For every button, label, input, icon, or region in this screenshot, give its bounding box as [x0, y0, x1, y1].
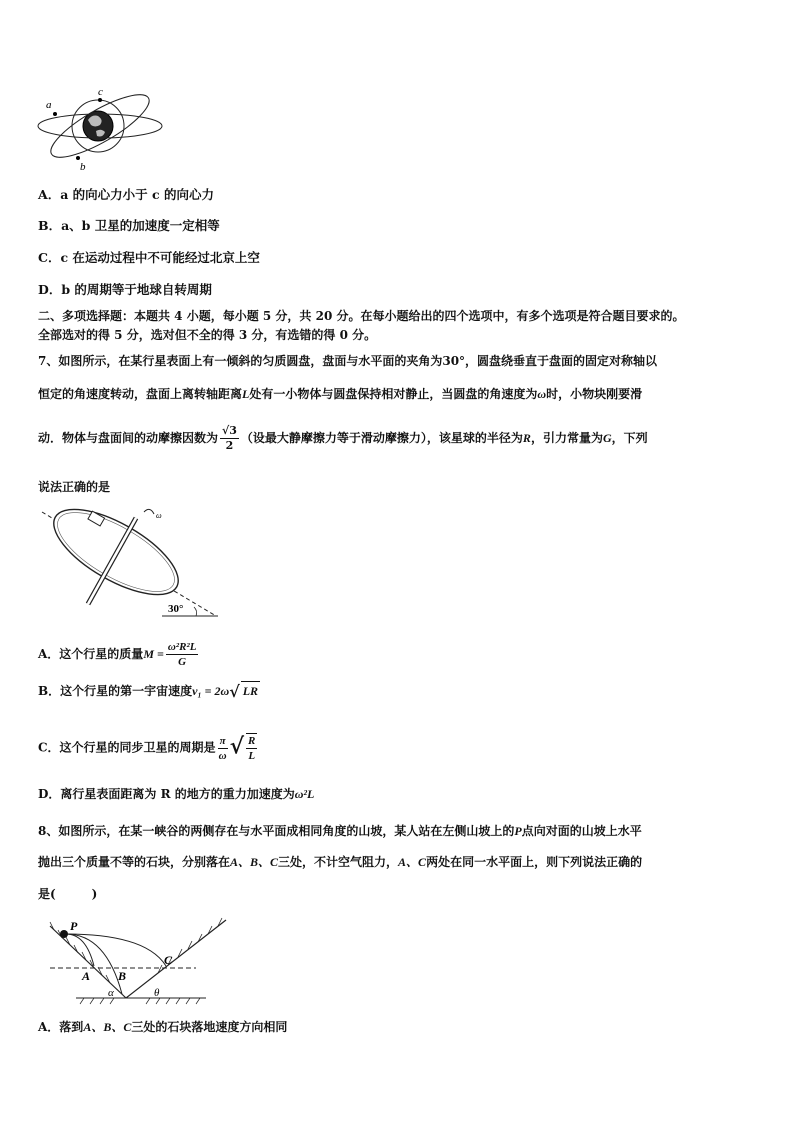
mu-fraction: $\frac{√3}{2}$ [222, 424, 237, 452]
section2-line1: 二、多项选择题：本题共 4 小题，每小题 5 分，共 20 分。在每小题给出的四个选项中，有多个选项是符合题目要求的。 [38, 309, 685, 323]
label-P: P [70, 919, 78, 933]
q6-option-c: C．c 在运动过程中不可能经过北京上空 [38, 250, 260, 265]
person-P [60, 930, 68, 938]
q7-option-a: A．这个行星的质量M = $\frac{\text{ω²R²L}}{G}$ [38, 641, 197, 668]
q7-option-c: C．这个行星的同步卫星的周期是 $\frac{\pi}{\omega}$ √ $\frac{R}{L}$ [38, 733, 256, 762]
omega-label: ω [156, 511, 162, 520]
label-A: A [82, 969, 91, 983]
q7-line1: 7、如图所示，在某行星表面上有一倾斜的匀质圆盘，盘面与水平面的夹角为30°，圆盘绕垂直于盘面的固定对称轴以 [38, 354, 658, 368]
q8-line3: 是( ) [38, 887, 98, 901]
label-C: C [164, 953, 173, 967]
section2-line2: 全部选对的得 5 分，选对但不全的得 3 分，有选错的得 0 分。 [38, 328, 377, 342]
label-b: b [80, 161, 86, 172]
angle-label: 30° [168, 603, 184, 615]
label-B: B [118, 969, 127, 983]
q6-option-a: A．a 的向心力小于 c 的向心力 [38, 187, 214, 202]
q7-option-d: D．离行星表面距离为 R 的地方的重力加速度为ω²L [38, 787, 315, 801]
mass-fraction: $\frac{\text{ω²R²L}}{G}$ [167, 641, 197, 668]
q7-line3: 动．物体与盘面间的动摩擦因数为 $\frac{√3}{2}$ （设最大静摩擦力等于滑动摩擦力），该星球的半径为R，引力常量为G，下列 [38, 424, 648, 452]
q8-line2: 抛出三个质量不等的石块，分别落在A、B、C三处，不计空气阻力，A、C两处在同一水平面上，则下列说法正确的 [38, 855, 643, 869]
q6-option-d: D．b 的周期等于地球自转周期 [38, 282, 212, 297]
q7-line2: 恒定的角速度转动，盘面上离转轴距离L处有一小物体与圆盘保持相对静止，当圆盘的角速度为ω时，小物块刚要滑 [38, 387, 643, 401]
label-a: a [46, 99, 52, 111]
earth [83, 111, 113, 141]
label-theta: θ [154, 987, 160, 999]
label-c: c [98, 86, 103, 98]
q8-line1: 8、如图所示，在某一峡谷的两侧存在与水平面成相同角度的山坡，某人站在左侧山坡上的P点向对面的山坡上水平 [38, 824, 642, 838]
satellite-orbit-figure [36, 86, 166, 172]
q6-option-b: B．a、b 卫星的加速度一定相等 [38, 218, 220, 233]
q8-option-a: A．落到A、B、C三处的石块落地速度方向相同 [38, 1020, 288, 1034]
q7-line4: 说法正确的是 [38, 480, 111, 494]
label-alpha: α [108, 987, 114, 999]
q7-option-b: B．这个行星的第一宇宙速度v₁ = 2ω√ LR [38, 682, 259, 701]
tilted-disk-figure [36, 504, 226, 622]
valley-projectile-figure [46, 916, 236, 1008]
